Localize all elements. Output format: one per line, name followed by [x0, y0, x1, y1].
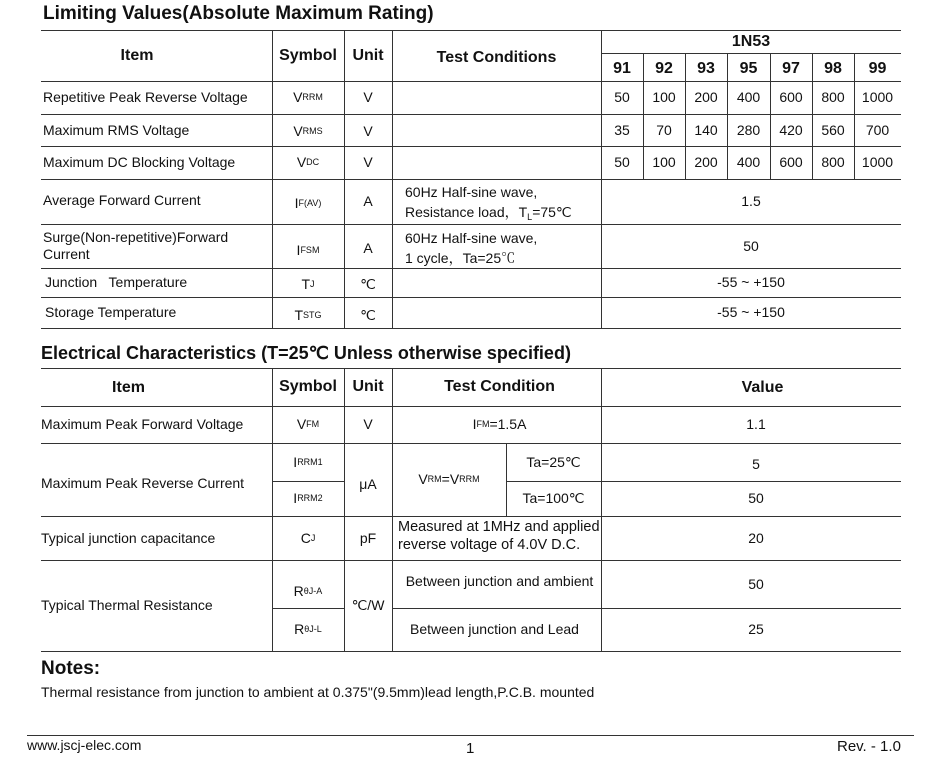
footer-revision: Rev. - 1.0 [837, 738, 901, 755]
header-part-prefix: 1N53 [731, 33, 771, 50]
row-value: 50 [748, 575, 764, 592]
row-unit: ℃ [360, 307, 376, 323]
test-condition: I FM =1.5A [472, 416, 527, 432]
row-symbol: I F(AV) [294, 195, 322, 211]
test-condition-line: 60Hz Half-sine wave, [405, 230, 538, 246]
part-suffix: 93 [697, 59, 715, 77]
test-condition: V RM =V RRM [418, 471, 480, 487]
row-value: 100 [652, 154, 676, 170]
footer-rule [27, 735, 914, 736]
row-item-line: Surge(Non-repetitive)Forward [43, 229, 229, 245]
row-symbol: V RMS [293, 122, 323, 139]
rule [41, 651, 901, 652]
row-symbol: C J [300, 529, 316, 546]
row-value: 25 [748, 621, 764, 637]
row-value: -55 ~ +150 [717, 274, 785, 290]
row-value: 50 [743, 237, 759, 254]
row-item-line: Current [43, 246, 90, 262]
row-value: 200 [694, 89, 718, 105]
notes-text: Thermal resistance from junction to ambient at 0.375"(9.5mm)lead length,P.C.B. mounted [41, 684, 595, 700]
row-symbol: R θJ-A [293, 582, 323, 599]
row-value: 800 [821, 154, 845, 170]
row-symbol: T STG [294, 307, 322, 323]
row-unit: μA [359, 475, 377, 492]
header-unit: Unit [352, 47, 384, 64]
row-value: 50 [614, 89, 630, 105]
rule [601, 53, 901, 54]
row-value: 280 [736, 121, 761, 138]
row-item: Typical junction capacitance [41, 529, 216, 546]
row-symbol: V RRM [293, 89, 323, 105]
row-item: Junction Temperature [45, 274, 188, 290]
row-value: 420 [779, 121, 803, 138]
test-condition-line: Resistance load，$T_L=75℃$ [405, 204, 572, 222]
test-condition-line: Measured at 1MHz and applied [398, 519, 600, 535]
footer-url: www.jscj-elec.com [27, 737, 142, 753]
row-value: 70 [656, 121, 672, 138]
row-symbol: I FSM [296, 241, 320, 258]
row-unit: V [363, 154, 373, 170]
row-symbol: V DC [296, 154, 320, 170]
row-symbol: V FM [296, 416, 320, 432]
part-suffix: 99 [868, 59, 887, 77]
test-condition-line: 1 cycle，Ta=25℃ [405, 250, 516, 266]
header-test-conditions: Test Conditions [436, 49, 557, 66]
header-symbol: Symbol [279, 47, 337, 64]
row-unit: V [363, 416, 373, 432]
row-unit: ℃ [360, 276, 376, 292]
row-item: Maximum RMS Voltage [43, 121, 190, 138]
row-value: 400 [736, 89, 761, 105]
test-temperature: Ta =100℃ [522, 490, 585, 506]
part-suffix: 91 [613, 59, 631, 77]
row-item: Typical Thermal Resistance [41, 597, 213, 613]
row-value: 800 [821, 89, 845, 105]
header-item: Item [120, 47, 154, 64]
row-item: Storage Temperature [45, 304, 177, 320]
row-value: 1000 [861, 154, 894, 170]
row-value: 400 [736, 154, 761, 170]
header-value: Value [741, 378, 784, 396]
row-symbol: I RRM2 [293, 490, 323, 506]
test-temperature: Ta =25℃ [526, 453, 581, 470]
row-value: 20 [748, 529, 764, 546]
header-symbol: Symbol [279, 377, 337, 395]
row-value: 200 [694, 154, 718, 170]
row-item: Repetitive Peak Reverse Voltage [43, 89, 248, 105]
test-condition: Between junction and Lead [410, 621, 579, 637]
row-unit: V [363, 122, 373, 139]
header-item: Item [112, 378, 145, 396]
row-item: Average Forward Current [43, 192, 201, 208]
row-unit: V [363, 89, 373, 105]
row-value: 700 [865, 121, 890, 138]
rule [41, 328, 901, 329]
row-value: 600 [779, 154, 803, 170]
electrical-title: Electrical Characteristics (T=25℃ Unless otherwise specified) [41, 343, 571, 363]
row-value: 100 [652, 89, 676, 105]
row-value: 560 [821, 121, 845, 138]
row-unit: pF [359, 529, 377, 546]
row-item: Maximum Peak Reverse Current [41, 474, 245, 491]
test-condition-line: reverse voltage of 4.0V D.C. [398, 537, 581, 553]
test-condition-line: 60Hz Half-sine wave, [405, 184, 538, 200]
row-value: 1.5 [741, 193, 761, 209]
row-value: 140 [694, 121, 718, 138]
row-value: 35 [614, 121, 630, 138]
header-unit: Unit [352, 377, 384, 395]
row-value: 5 [752, 455, 760, 472]
test-condition: Between junction and ambient [405, 573, 594, 589]
header-test-condition: Test Condition [444, 377, 555, 395]
row-value: 1.1 [746, 416, 766, 432]
row-symbol: R θJ-L [294, 621, 322, 637]
part-suffix: 92 [655, 59, 673, 77]
row-value: -55 ~ +150 [717, 304, 785, 320]
part-suffix: 98 [824, 59, 842, 77]
row-value: 1000 [861, 89, 894, 105]
row-value: 600 [779, 89, 803, 105]
row-item: Maximum Peak Forward Voltage [41, 416, 244, 432]
row-symbol: T J [301, 276, 315, 292]
notes-title: Notes: [41, 658, 101, 679]
part-suffix: 95 [739, 59, 758, 77]
row-symbol: I RRM1 [293, 453, 323, 470]
limiting-title: Limiting Values(Absolute Maximum Rating) [43, 3, 434, 24]
row-unit: A [363, 239, 373, 256]
row-value: 50 [748, 490, 764, 506]
row-value: 50 [614, 154, 630, 170]
row-unit: ℃/W [351, 597, 385, 613]
footer-page-number: 1 [466, 740, 475, 757]
row-unit: A [363, 193, 373, 209]
part-suffix: 97 [782, 59, 800, 77]
row-item: Maximum DC Blocking Voltage [43, 154, 236, 170]
